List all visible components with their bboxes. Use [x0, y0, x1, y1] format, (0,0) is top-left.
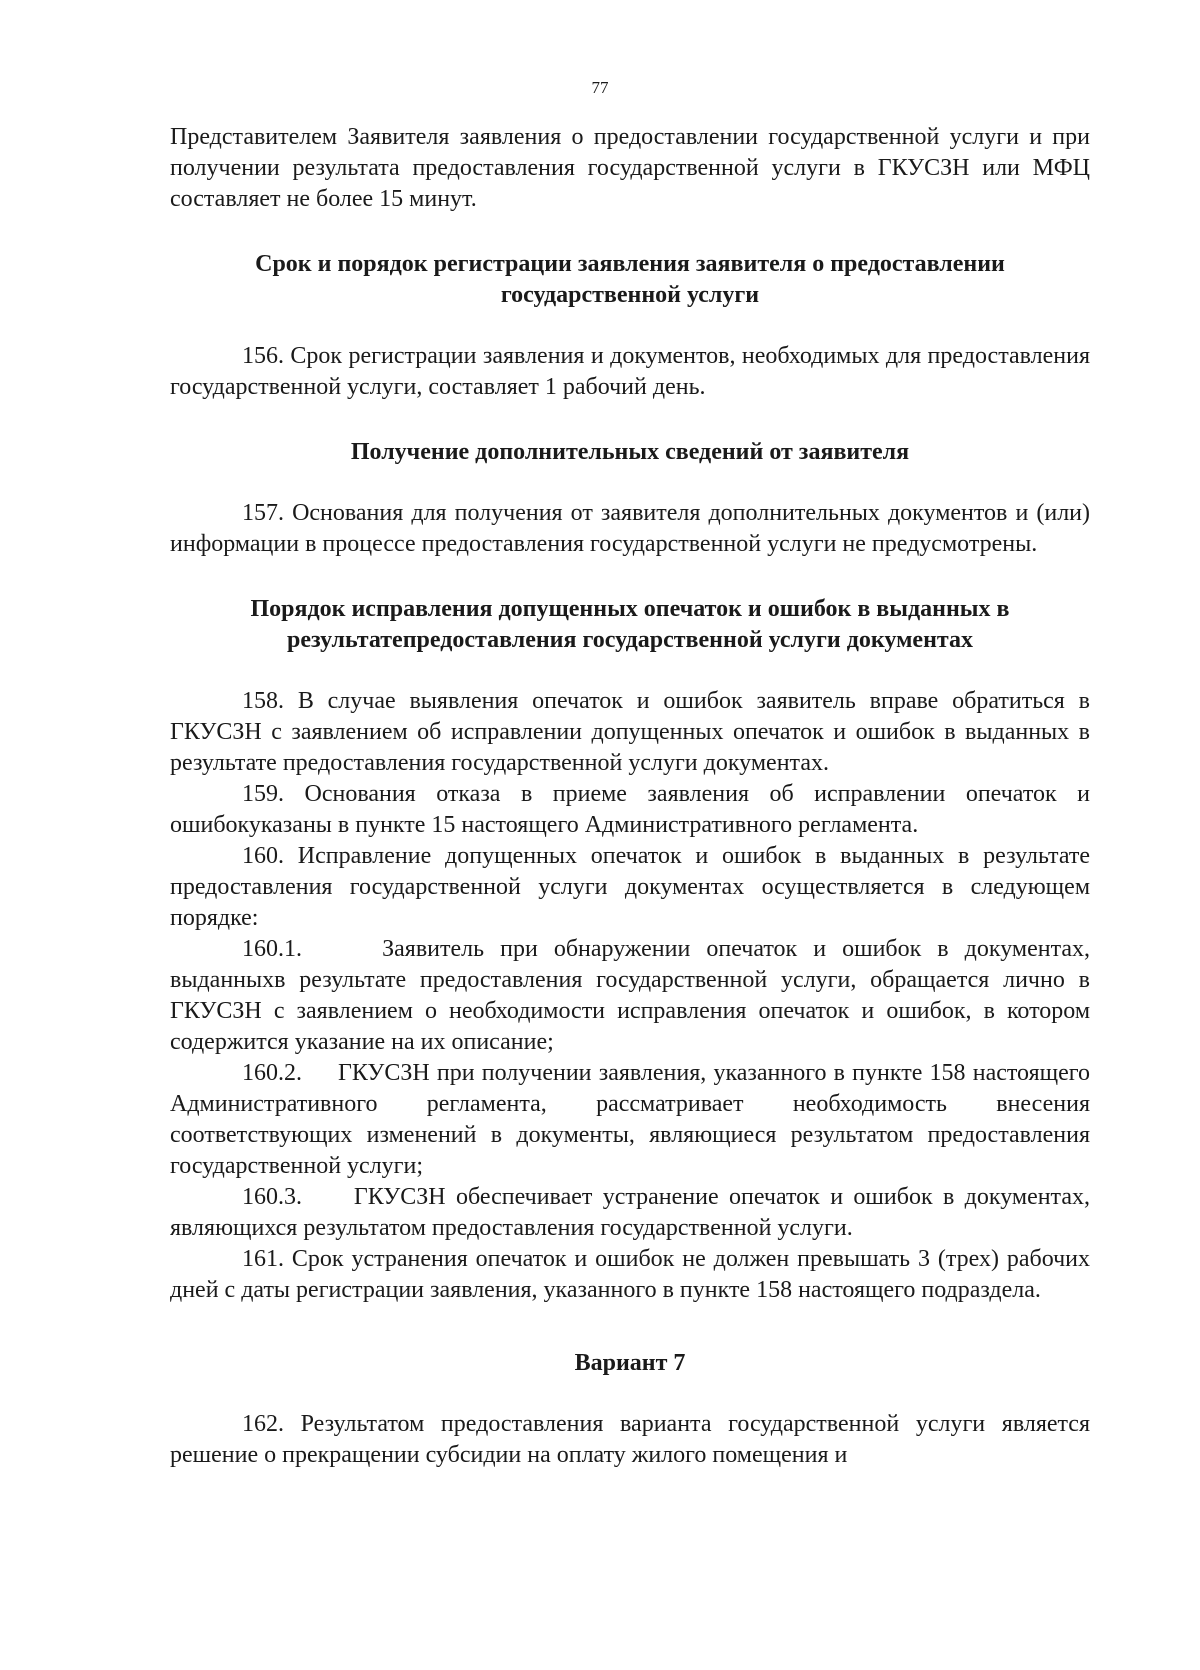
paragraph-160-3: 160.3. ГКУСЗН обеспечивает устранение опечаток и ошибок в документах, являющихся результатом предоставления государственной услуги.	[170, 1184, 1096, 1241]
paragraph-157: 157. Основания для получения от заявителя дополнительных документов и (или) информации в процессе предоставления государственной услуги не предусмотрены.	[170, 500, 1090, 557]
paragraph-156: 156. Срок регистрации заявления и документов, необходимых для предоставления государственной услуги, составляет 1 рабочий день.	[170, 343, 1090, 400]
paragraph-160-2: 160.2. ГКУСЗН при получении заявления, указанного в пункте 158 настоящего Административного регламента, рассматривает необходимость внесения соответствующих изменений в документы, являющиеся результатом предоставления государственной услуги;	[170, 1060, 1096, 1179]
document-body	[170, 122, 1096, 1471]
paragraph-158: 158. В случае выявления опечаток и ошибок заявитель вправе обратиться в ГКУСЗН с заявлением об исправлении допущенных опечаток и ошибок в выданных в результате предоставления государственной услуги документах.	[170, 688, 1090, 776]
paragraph-159: 159. Основания отказа в приеме заявления об исправлении опечаток и ошибокуказаны в пункте 15 настоящего Административного регламента.	[170, 781, 1090, 838]
paragraph-161: 161. Срок устранения опечаток и ошибок не должен превышать 3 (трех) рабочих дней с даты регистрации заявления, указанного в пункте 158 настоящего подраздела.	[170, 1246, 1090, 1303]
paragraph-160-1: 160.1. Заявитель при обнаружении опечаток и ошибок в документах, выданныхв результате предоставления государственной услуги, обращается лично в ГКУСЗН с заявлением о необходимости исправления опечаток и ошибок, в котором содержится указание на их описание;	[170, 936, 1096, 1055]
section-heading-registration: Срок и порядок регистрации заявления заявителя о предоставлении государственной услуги	[255, 251, 1005, 308]
page-number: 77	[591, 78, 609, 97]
section-heading-additional-info: Получение дополнительных сведений от заявителя	[350, 439, 910, 465]
paragraph-162: 162. Результатом предоставления варианта государственной услуги является решение о прекращении субсидии на оплату жилого помещения и	[170, 1411, 1090, 1468]
section-heading-corrections: Порядок исправления допущенных опечаток и ошибок в выданных в результатепредоставления государственной услуги документах	[250, 596, 1010, 653]
section-heading-variant-7: Вариант 7	[574, 1350, 686, 1376]
intro-paragraph: Представителем Заявителя заявления о предоставлении государственной услуги и при получении результата предоставления государственной услуги в ГКУСЗН или МФЦ составляет не более 15 минут.	[170, 124, 1090, 212]
paragraph-160: 160. Исправление допущенных опечаток и ошибок в выданных в результате предоставления государственной услуги документах осуществляется в следующем порядке:	[170, 843, 1090, 931]
